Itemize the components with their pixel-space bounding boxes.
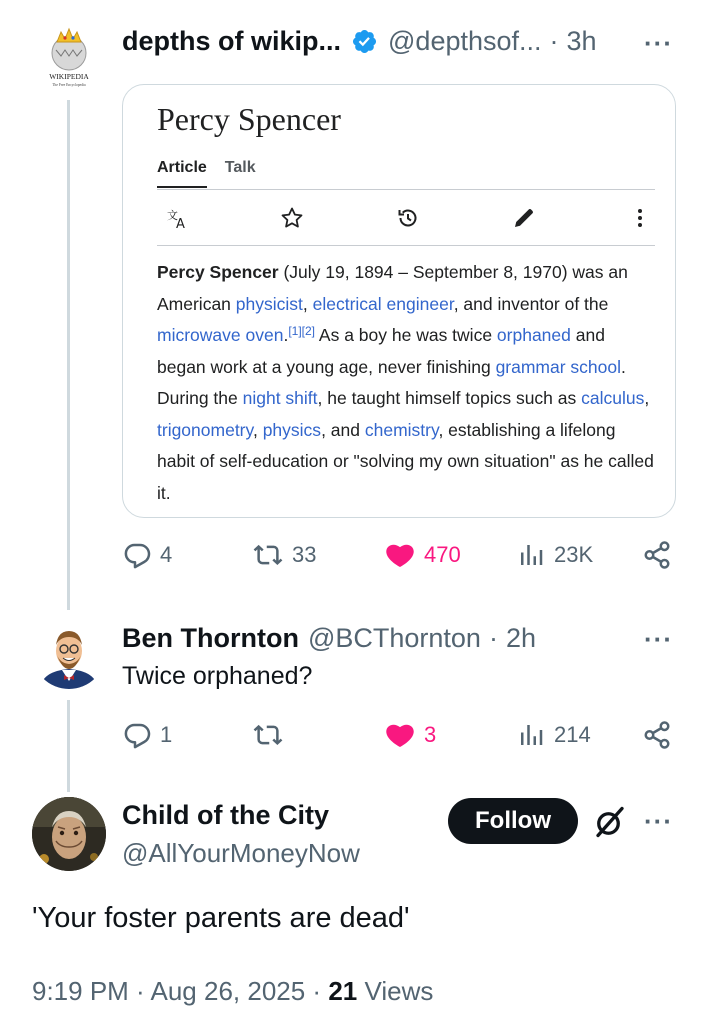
article-text: , establishing a lifelong habit of self-education or "solving my own situation" as he called it. <box>157 419 654 503</box>
link-microwave-oven: microwave oven <box>157 325 284 345</box>
article-text: , he taught himself topics such as <box>317 388 582 408</box>
tweet-date[interactable]: Aug 26, 2025 <box>150 976 306 1006</box>
article-toolbar <box>157 203 655 243</box>
verified-badge-icon <box>351 28 378 55</box>
display-name[interactable]: Child of the City <box>122 800 329 830</box>
reply-count: 1 <box>160 722 173 747</box>
tweet-header <box>122 623 536 654</box>
article-text: , <box>302 293 313 314</box>
article-text: . During the <box>157 356 626 408</box>
like-button[interactable] <box>384 720 436 750</box>
link-physicist: physicist <box>235 293 303 314</box>
edit-icon <box>509 203 539 233</box>
thread-line <box>67 700 70 792</box>
reply-icon <box>122 540 152 570</box>
like-count: 3 <box>424 722 437 747</box>
views-button[interactable] <box>516 720 591 750</box>
user-avatar[interactable] <box>32 797 106 871</box>
tweet-text: Twice orphaned? <box>122 662 313 690</box>
user-handle[interactable]: @depthsof... <box>388 26 542 56</box>
article-subject: Percy Spencer <box>157 262 279 282</box>
article-text: . <box>283 325 289 345</box>
share-button[interactable] <box>642 720 672 750</box>
article-text: As a boy he was twice <box>315 325 497 345</box>
article-paragraph <box>157 257 657 509</box>
repost-icon <box>252 720 284 750</box>
tweet-actions <box>122 720 678 760</box>
display-name[interactable]: Ben Thornton <box>122 623 299 653</box>
reply-button[interactable] <box>122 720 172 750</box>
heart-filled-icon <box>384 720 416 750</box>
link-calculus: calculus <box>581 388 645 408</box>
link-grammar-school: grammar school <box>495 356 622 377</box>
divider <box>157 189 655 190</box>
article-text: , <box>252 419 263 440</box>
tweet-metadata <box>32 976 433 1007</box>
link-physics: physics <box>262 419 322 440</box>
tab-talk: Talk <box>224 159 256 176</box>
repost-button[interactable] <box>252 540 316 570</box>
wikipedia-article-card[interactable] <box>122 84 676 518</box>
user-avatar[interactable] <box>32 615 106 689</box>
repost-count: 33 <box>292 542 317 567</box>
article-text: , <box>644 388 650 408</box>
divider <box>157 245 655 246</box>
tab-article: Article <box>157 159 207 188</box>
grok-icon[interactable] <box>592 804 628 840</box>
view-count: 23K <box>554 542 594 567</box>
share-button[interactable] <box>642 540 672 570</box>
views-label: Views <box>357 976 434 1006</box>
repost-icon <box>252 540 284 570</box>
timestamp[interactable]: 3h <box>566 26 597 56</box>
article-text: , and inventor of the <box>453 293 609 314</box>
thread-line <box>67 100 70 610</box>
star-icon <box>277 203 307 233</box>
repost-button[interactable] <box>252 720 292 750</box>
reply-icon <box>122 720 152 750</box>
views-count[interactable]: 21 <box>328 976 358 1006</box>
article-text: and began work at a young age, never finishing <box>157 325 605 377</box>
tweet-actions <box>122 540 678 580</box>
avatar-wordmark: WIKIPEDIA <box>49 72 89 81</box>
article-text: (July 19, 1894 – September 8, 1970) was an American <box>157 262 628 314</box>
wikipedia-avatar[interactable] <box>32 20 106 94</box>
tweet-header <box>122 26 597 57</box>
avatar-tagline: The Free Encyclopedia <box>52 83 86 87</box>
user-handle[interactable]: @BCThornton <box>307 623 481 653</box>
display-name[interactable]: depths of wikip... <box>122 26 342 56</box>
more-options-icon[interactable]: ··· <box>644 624 673 654</box>
share-icon <box>642 540 672 570</box>
like-count: 470 <box>424 542 461 567</box>
separator-dot: · <box>488 623 498 653</box>
tweet-time[interactable]: 9:19 PM <box>32 976 129 1006</box>
analytics-icon <box>516 540 546 570</box>
link-electrical-engineer: electrical engineer <box>312 293 454 314</box>
share-icon <box>642 720 672 750</box>
views-button[interactable] <box>516 540 593 570</box>
separator-dot: · <box>549 26 559 56</box>
article-tabs <box>157 159 256 188</box>
reply-count: 4 <box>160 542 173 567</box>
more-options-icon[interactable]: ··· <box>644 806 673 836</box>
article-title: Percy Spencer <box>157 101 341 137</box>
link-chemistry: chemistry <box>364 419 439 440</box>
svg-text:文: 文 <box>167 209 178 222</box>
separator-dot: · <box>128 976 151 1006</box>
reply-button[interactable] <box>122 540 172 570</box>
timestamp[interactable]: 2h <box>505 623 536 653</box>
more-options-icon[interactable]: ··· <box>644 28 673 58</box>
analytics-icon <box>516 720 546 750</box>
heart-filled-icon <box>384 540 416 570</box>
svg-text:A: A <box>176 217 185 230</box>
translate-icon <box>163 203 193 233</box>
citation-1: [1] <box>288 324 302 338</box>
more-vertical-icon <box>625 203 655 233</box>
article-text: , and <box>321 419 365 440</box>
history-icon <box>393 203 423 233</box>
separator-dot: · <box>305 976 329 1006</box>
like-button[interactable] <box>384 540 461 570</box>
tweet-text: 'Your foster parents are dead' <box>32 902 410 934</box>
link-trigonometry: trigonometry <box>157 419 253 440</box>
citation-2: [2] <box>301 324 316 338</box>
view-count: 214 <box>554 722 591 747</box>
link-night-shift: night shift <box>242 388 318 408</box>
user-handle[interactable]: @AllYourMoneyNow <box>122 838 360 868</box>
follow-button[interactable]: Follow <box>448 798 578 844</box>
link-orphaned: orphaned <box>496 325 571 345</box>
